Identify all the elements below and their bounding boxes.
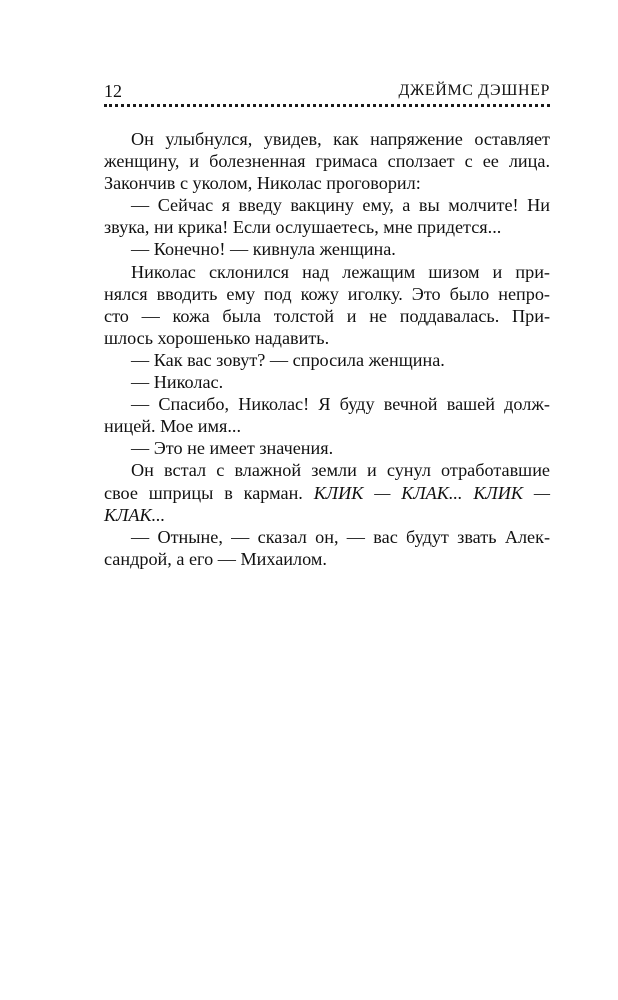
running-title: ДЖЕЙМС ДЭШНЕР [398, 82, 550, 99]
dialogue-line: — Конечно! — кивнула женщина. [131, 239, 396, 260]
text-line: Николас склонился над лежащим шизом и при- [131, 261, 550, 282]
sound-effect-italic: КЛАК... [104, 504, 166, 525]
text-line: сто — кожа была толстой и не поддавалась. При- [104, 305, 550, 326]
text-line-italic [104, 504, 550, 526]
page-number: 12 [104, 81, 122, 101]
dialogue-line: — Спасибо, Николас! Я буду вечной вашей долж- [131, 394, 550, 415]
dialogue-line: — Сейчас я введу вакцину ему, а вы молчите! Ни [131, 195, 550, 216]
page-header [104, 80, 550, 102]
body-text [104, 128, 550, 570]
dialogue-line: — Николас. [131, 372, 224, 393]
sound-effect-italic: КЛИК — КЛАК... КЛИК — [313, 482, 550, 503]
dialogue-line: — Как вас зовут? — спросила женщина. [131, 349, 445, 370]
text-line: звука, ни крика! Если ослушаетесь, мне придется... [104, 217, 502, 238]
dialogue-line: — Это не имеет значения. [131, 438, 334, 459]
text-line: женщину, и болезненная гримаса сползает с ее лица. [104, 151, 550, 172]
text-line: Он улыбнулся, увидев, как напряжение оставляет [131, 129, 550, 149]
header-dotted-rule [104, 104, 550, 107]
text-line: Он встал с влажной земли и сунул отработавшие [131, 460, 550, 481]
text-span: свое шприцы в карман. [104, 482, 303, 503]
text-line: Закончив с уколом, Николас проговорил: [104, 173, 421, 194]
text-line: нялся вводить ему под кожу иголку. Это было непро- [104, 283, 550, 304]
text-line-mixed [104, 482, 550, 504]
text-line: шлось хорошенько надавить. [104, 327, 330, 348]
dialogue-line: — Отныне, — сказал он, — вас будут звать Алек- [131, 526, 550, 547]
text-line: сандрой, а его — Михаилом. [104, 548, 327, 569]
text-line: ницей. Мое имя... [104, 416, 242, 437]
